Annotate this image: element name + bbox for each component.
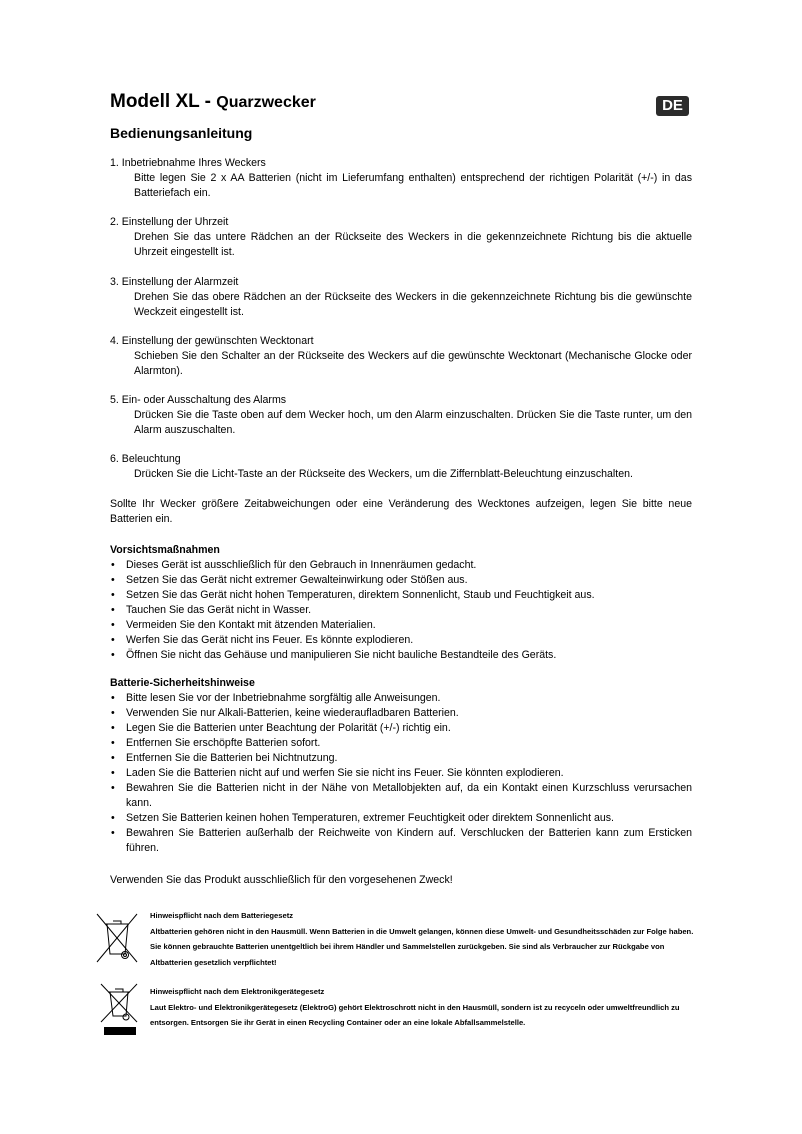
notice-body: Laut Elektro- und Elektronikgerätegesetz (ElektroG) gehört Elektroschrott nicht in den Hausmüll, sondern ist zu recyceln oder umweltfreundlich zu entsorgen. Entsorgen Sie ihr Gerät in einen Recycling Container oder an eine lokale Abfallsammelstelle. bbox=[150, 1002, 680, 1028]
precautions-heading: Vorsichtsmaßnahmen bbox=[110, 544, 220, 556]
step-body: Schieben Sie den Schalter an der Rückseite des Weckers auf die gewünschte Wecktonart (Mechanische Glocke oder Alarmton). bbox=[134, 350, 692, 377]
step-heading: 4. Einstellung der gewünschten Wecktonart bbox=[110, 335, 314, 347]
title-main: Modell XL - bbox=[110, 91, 211, 112]
crossed-bin-icon bbox=[95, 912, 139, 964]
list-item: • Verwenden Sie nur Alkali-Batterien, keine wiederaufladbaren Batterien. bbox=[110, 706, 692, 721]
list-item: • Entfernen Sie die Batterien bei Nichtnutzung. bbox=[110, 751, 692, 766]
battery-safety-list bbox=[110, 691, 692, 856]
page-title bbox=[110, 90, 316, 115]
step-5 bbox=[110, 393, 692, 438]
step-2 bbox=[110, 215, 692, 260]
step-heading: 5. Ein- oder Ausschaltung des Alarms bbox=[110, 394, 287, 406]
step-body: Drücken Sie die Licht-Taste an der Rückseite des Weckers, um die Ziffernblatt-Beleuchtung einzuschalten. bbox=[134, 468, 633, 480]
list-item: • Laden Sie die Batterien nicht auf und werfen Sie sie nicht ins Feuer. Sie könnten explodieren. bbox=[110, 766, 692, 781]
list-item: • Bitte lesen Sie vor der Inbetriebnahme sorgfältig alle Anweisungen. bbox=[110, 691, 692, 706]
electronics-law-notice bbox=[150, 984, 695, 1031]
battery-safety-heading: Batterie-Sicherheitshinweise bbox=[110, 677, 255, 689]
step-body: Bitte legen Sie 2 x AA Batterien (nicht im Lieferumfang enthalten) entsprechend der richtigen Polarität (+/-) in das Batteriefach ein. bbox=[134, 172, 692, 199]
step-3 bbox=[110, 275, 692, 320]
notice-heading: Hinweispflicht nach dem Elektronikgerätegesetz bbox=[150, 987, 325, 996]
battery-safety-section bbox=[110, 676, 692, 856]
list-item: • Bewahren Sie die Batterien nicht in der Nähe von Metallobjekten auf, da ein Kontakt einen Kurzschluss verursachen kann. bbox=[110, 781, 692, 811]
title-sub: Quarzwecker bbox=[216, 94, 316, 111]
precautions-section bbox=[110, 543, 692, 663]
step-1 bbox=[110, 156, 692, 201]
step-body: Drehen Sie das obere Rädchen an der Rückseite des Weckers in die gekennzeichnete Richtung bis die gewünschte Weckzeit eingestellt ist. bbox=[134, 291, 692, 318]
step-6 bbox=[110, 452, 692, 482]
list-item: • Vermeiden Sie den Kontakt mit ätzenden Materialien. bbox=[110, 618, 692, 633]
battery-note: Sollte Ihr Wecker größere Zeitabweichungen oder eine Veränderung des Wecktones aufzeigen, legen Sie bitte neue Batterien ein. bbox=[110, 498, 692, 525]
crossed-bin-weee-icon bbox=[99, 982, 139, 1037]
list-item: • Setzen Sie das Gerät nicht extremer Gewalteinwirkung oder Stößen aus. bbox=[110, 573, 692, 588]
list-item: • Setzen Sie das Gerät nicht hohen Temperaturen, direktem Sonnenlicht, Staub und Feuchtigkeit aus. bbox=[110, 588, 692, 603]
list-item: • Dieses Gerät ist ausschließlich für den Gebrauch in Innenräumen gedacht. bbox=[110, 558, 692, 573]
notice-heading: Hinweispflicht nach dem Batteriegesetz bbox=[150, 911, 294, 920]
battery-law-notice bbox=[150, 908, 695, 970]
list-item: • Entfernen Sie erschöpfte Batterien sofort. bbox=[110, 736, 692, 751]
list-item: • Tauchen Sie das Gerät nicht in Wasser. bbox=[110, 603, 692, 618]
step-heading: 6. Beleuchtung bbox=[110, 453, 181, 465]
step-heading: 3. Einstellung der Alarmzeit bbox=[110, 276, 239, 288]
list-item: • Werfen Sie das Gerät nicht ins Feuer. Es könnte explodieren. bbox=[110, 633, 692, 648]
subtitle: Bedienungsanleitung bbox=[110, 125, 253, 141]
step-4 bbox=[110, 334, 692, 379]
list-item: • Öffnen Sie nicht das Gehäuse und manipulieren Sie nicht bauliche Bestandteile des Geräts. bbox=[110, 648, 692, 663]
step-heading: 1. Inbetriebnahme Ihres Weckers bbox=[110, 157, 266, 169]
list-item: • Legen Sie die Batterien unter Beachtung der Polarität (+/-) richtig ein. bbox=[110, 721, 692, 736]
list-item: • Setzen Sie Batterien keinen hohen Temperaturen, extremer Feuchtigkeit oder direktem Sonnenlicht aus. bbox=[110, 811, 692, 826]
step-body: Drücken Sie die Taste oben auf dem Wecker hoch, um den Alarm einzuschalten. Drücken Sie die Taste runter, um den Alarm auszuschalten. bbox=[134, 409, 692, 436]
notice-body: Altbatterien gehören nicht in den Hausmüll. Wenn Batterien in die Umwelt gelangen, können diese Umwelt- und Gesundheitsschäden zur Folge haben. Sie können gebrauchte Batterien unentgeltlich bei ihrem Händler und Sammelstellen zurückgeben. Sie sind als Verbraucher zur Rückgabe von Altbatterien gesetzlich verpflichtet! bbox=[150, 926, 694, 967]
step-heading: 2. Einstellung der Uhrzeit bbox=[110, 216, 229, 228]
usage-note: Verwenden Sie das Produkt ausschließlich für den vorgesehenen Zweck! bbox=[110, 874, 453, 886]
list-item: • Bewahren Sie Batterien außerhalb der Reichweite von Kindern auf. Verschlucken der Batterien kann zum Ersticken führen. bbox=[110, 826, 692, 856]
step-body: Drehen Sie das untere Rädchen an der Rückseite des Weckers in die gekennzeichnete Richtung bis die aktuelle Uhrzeit eingestellt ist. bbox=[134, 231, 692, 258]
precautions-list bbox=[110, 558, 692, 663]
language-badge: DE bbox=[656, 96, 689, 116]
